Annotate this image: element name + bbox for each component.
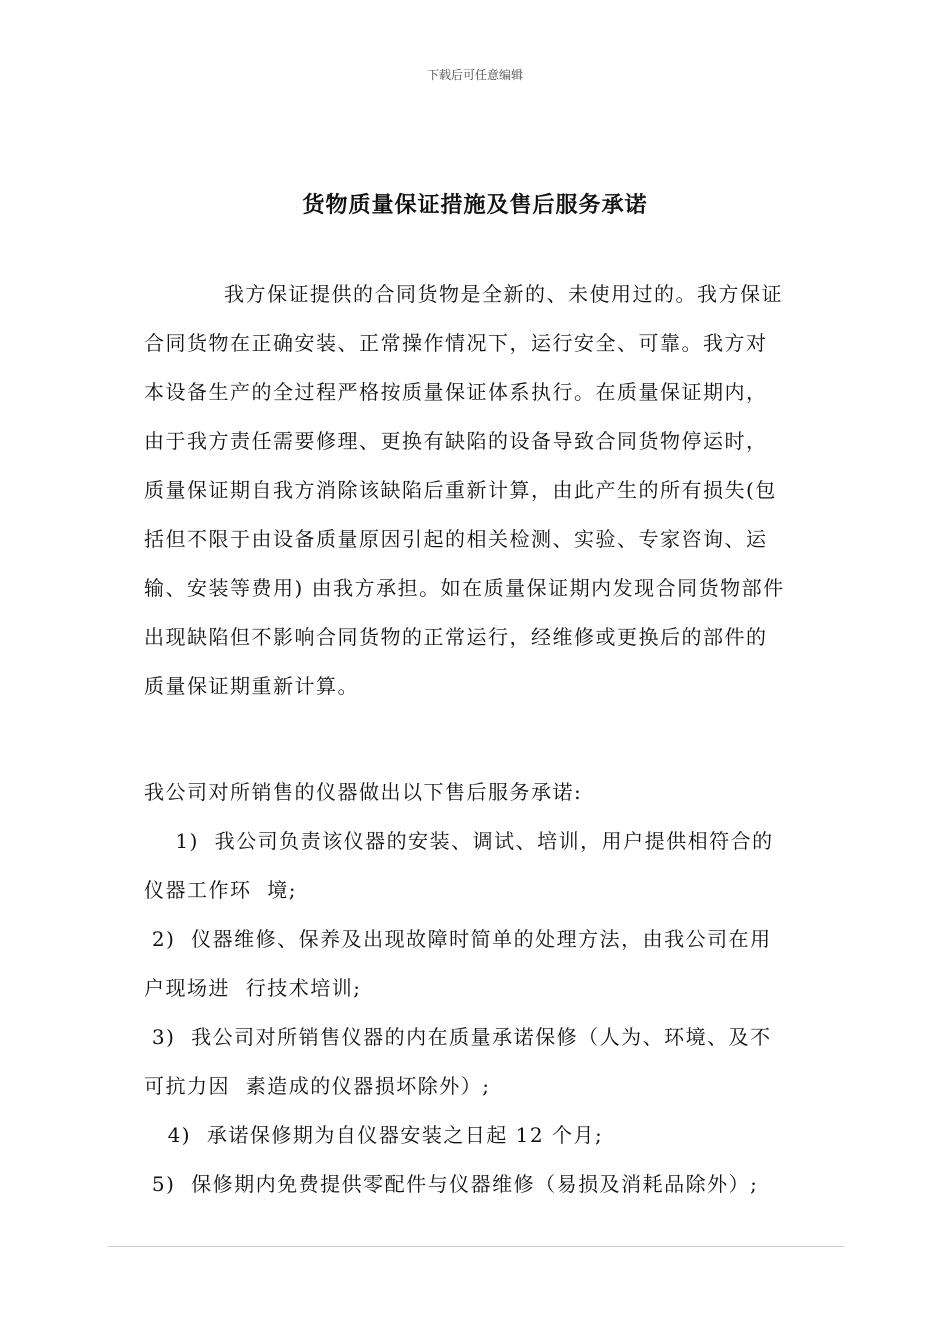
document-title: 货物质量保证措施及售后服务承诺 <box>302 192 648 218</box>
paragraph-line: 括但不限于由设备质量原因引起的相关检测、实验、专家咨询、运 <box>144 527 768 551</box>
paragraph-line: 合同货物在正确安装、正常操作情况下，运行安全、可靠。我方对 <box>144 331 768 355</box>
commitment-item-3: 3) 我公司对所销售仪器的内在质量承诺保修（人为、环境、及不 <box>144 1025 772 1049</box>
footer-divider <box>108 1246 844 1247</box>
after-sales-commitment-section <box>144 768 804 1209</box>
paragraph-line: 质量保证期自我方消除该缺陷后重新计算，由此产生的所有损失(包 <box>144 478 777 502</box>
commitment-item-4: 4) 承诺保修期为自仪器安装之日起 12 个月; <box>144 1123 604 1147</box>
quality-assurance-paragraph <box>144 270 804 711</box>
paragraph-line: 出现缺陷但不影响合同货物的正常运行，经维修或更换后的部件的 <box>144 625 768 649</box>
paragraph-line: 由于我方责任需要修理、更换有缺陷的设备导致合同货物停运时， <box>144 429 768 453</box>
commitment-item-1: 1) 我公司负责该仪器的安装、调试、培训，用户提供相符合的 <box>144 829 774 853</box>
section-intro: 我公司对所销售的仪器做出以下售后服务承诺: <box>144 780 583 804</box>
commitment-item-2-cont: 户现场进 行技术培训; <box>144 976 362 1000</box>
paragraph-line: 质量保证期重新计算。 <box>144 674 359 698</box>
commitment-item-1-cont: 仪器工作环 境; <box>144 878 297 902</box>
paragraph-line: 我方保证提供的合同货物是全新的、未使用过的。我方保证 <box>224 282 783 306</box>
commitment-item-3-cont: 可抗力因 素造成的仪器损坏除外）; <box>144 1074 491 1098</box>
paragraph-line: 本设备生产的全过程严格按质量保证体系执行。在质量保证期内， <box>144 380 768 404</box>
commitment-item-5: 5) 保修期内免费提供零配件与仪器维修（易损及消耗品除外）; <box>144 1172 759 1196</box>
paragraph-line: 输、安装等费用) 由我方承担。如在质量保证期内发现合同货物部件 <box>144 576 785 600</box>
commitment-item-2: 2) 仪器维修、保养及出现故障时简单的处理方法，由我公司在用 <box>144 927 772 951</box>
page-header: 下载后可任意编辑 <box>426 68 523 82</box>
